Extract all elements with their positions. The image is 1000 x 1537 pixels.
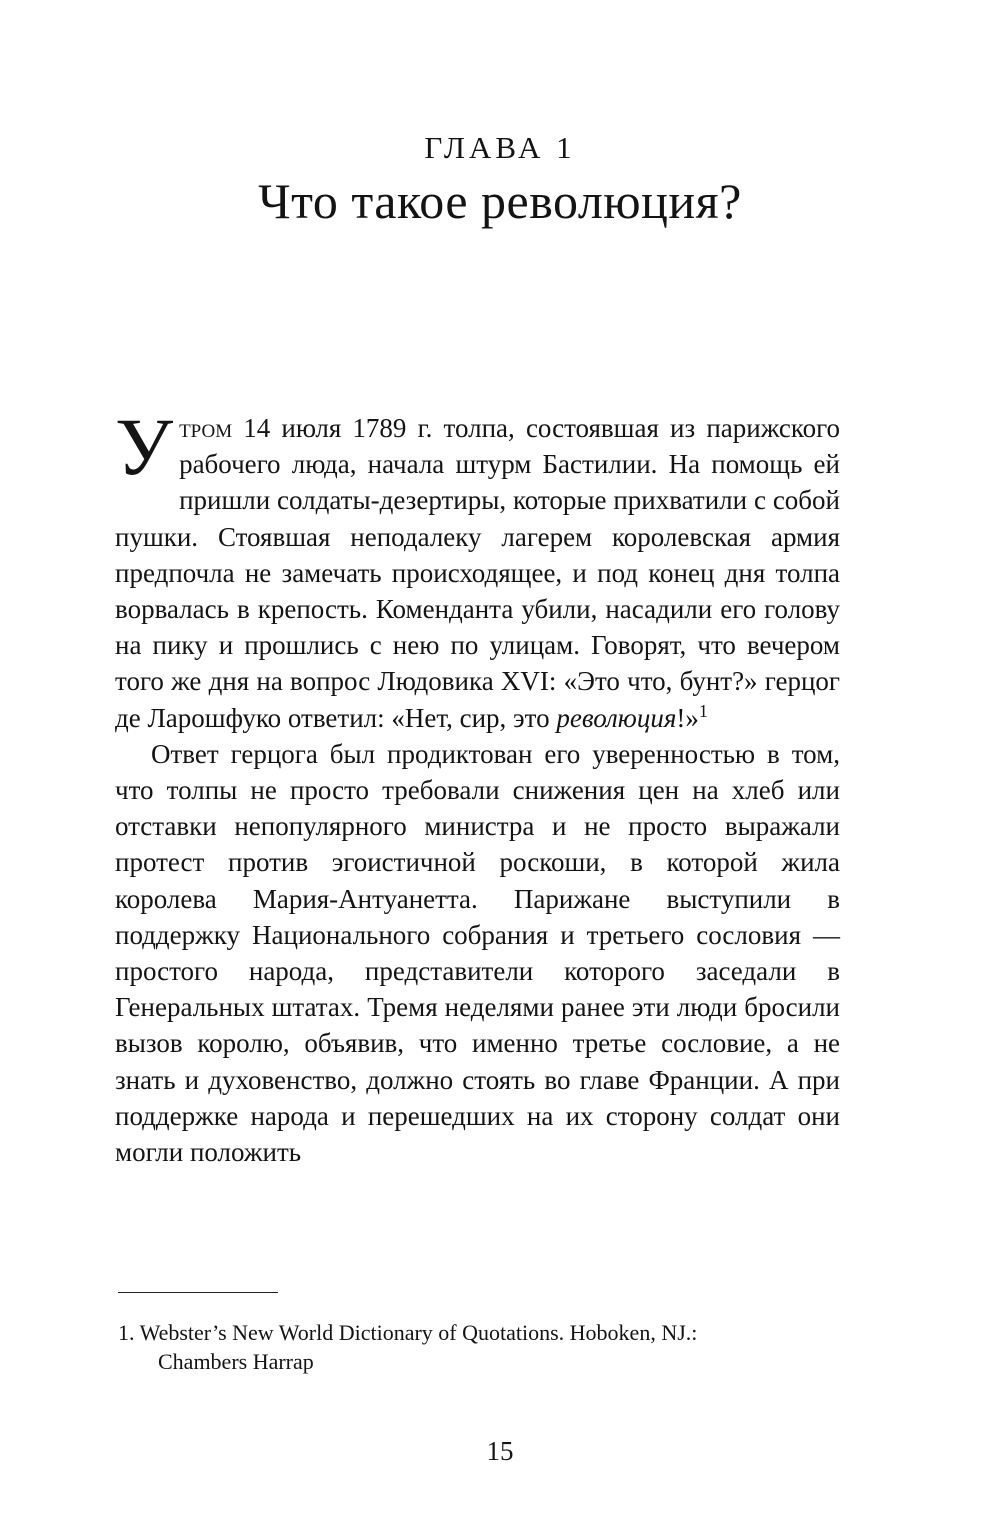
- italic-word: революция: [556, 702, 677, 733]
- paragraph-1: [115, 401, 840, 736]
- king-numeral: XVI: [500, 666, 549, 697]
- body-text: [115, 401, 840, 1170]
- footnote-line-1: 1. Webster’s New World Dictionary of Quotations. Hoboken, NJ.:: [118, 1320, 698, 1345]
- paragraph-1-text-c: !»: [676, 702, 699, 733]
- chapter-label: ГЛАВА 1: [424, 130, 576, 165]
- chapter-title: Что такое революция?: [258, 173, 742, 229]
- footnote-divider: [118, 1292, 278, 1293]
- footnote: [118, 1318, 840, 1376]
- lead-in-smallcaps: тром: [179, 413, 233, 443]
- paragraph-1-text-a: 14 июля 1789 г. толпа, состоявшая из парижского рабочего люда, начала штурм Бастилии. На помощь ей пришли солдаты-дезертиры, которые прихватили с собой пушки. Стоявшая неподалеку лагерем королевская армия предпочла не замечать происходящее, и под конец дня толпа ворвалась в крепость. Коменданта убили, насадили его голову на пику и прошлись с нею по улицам. Говорят, что вечером того же дня на вопрос Людовика: [115, 413, 840, 697]
- drop-cap: У: [115, 401, 174, 492]
- footnote-reference[interactable]: 1: [698, 700, 708, 721]
- page-number: 15: [486, 1436, 514, 1466]
- footnote-line-2: Chambers Harrap: [158, 1349, 314, 1374]
- paragraph-2: Ответ герцога был продиктован его уверенностью в том, что толпы не просто требовали снижения цен на хлеб или отставки непопулярного министра и не просто выражали протест против эгоистичной роскоши, в которой жила королева Мария-Антуанетта. Парижане выступили в поддержку Национального собрания и третьего сословия — простого народа, представители которого заседали в Генеральных штатах. Тремя неделями ранее эти люди бросили вызов королю, объявив, что именно третье сословие, а не знать и духовенство, должно стоять во главе Франции. А при поддержке народа и перешедших на их сторону солдат они могли положить: [115, 738, 840, 1168]
- paragraph-1-text-b: : «Это что, бунт?» герцог де Ларошфуко ответил: «Нет, сир, это: [115, 666, 840, 733]
